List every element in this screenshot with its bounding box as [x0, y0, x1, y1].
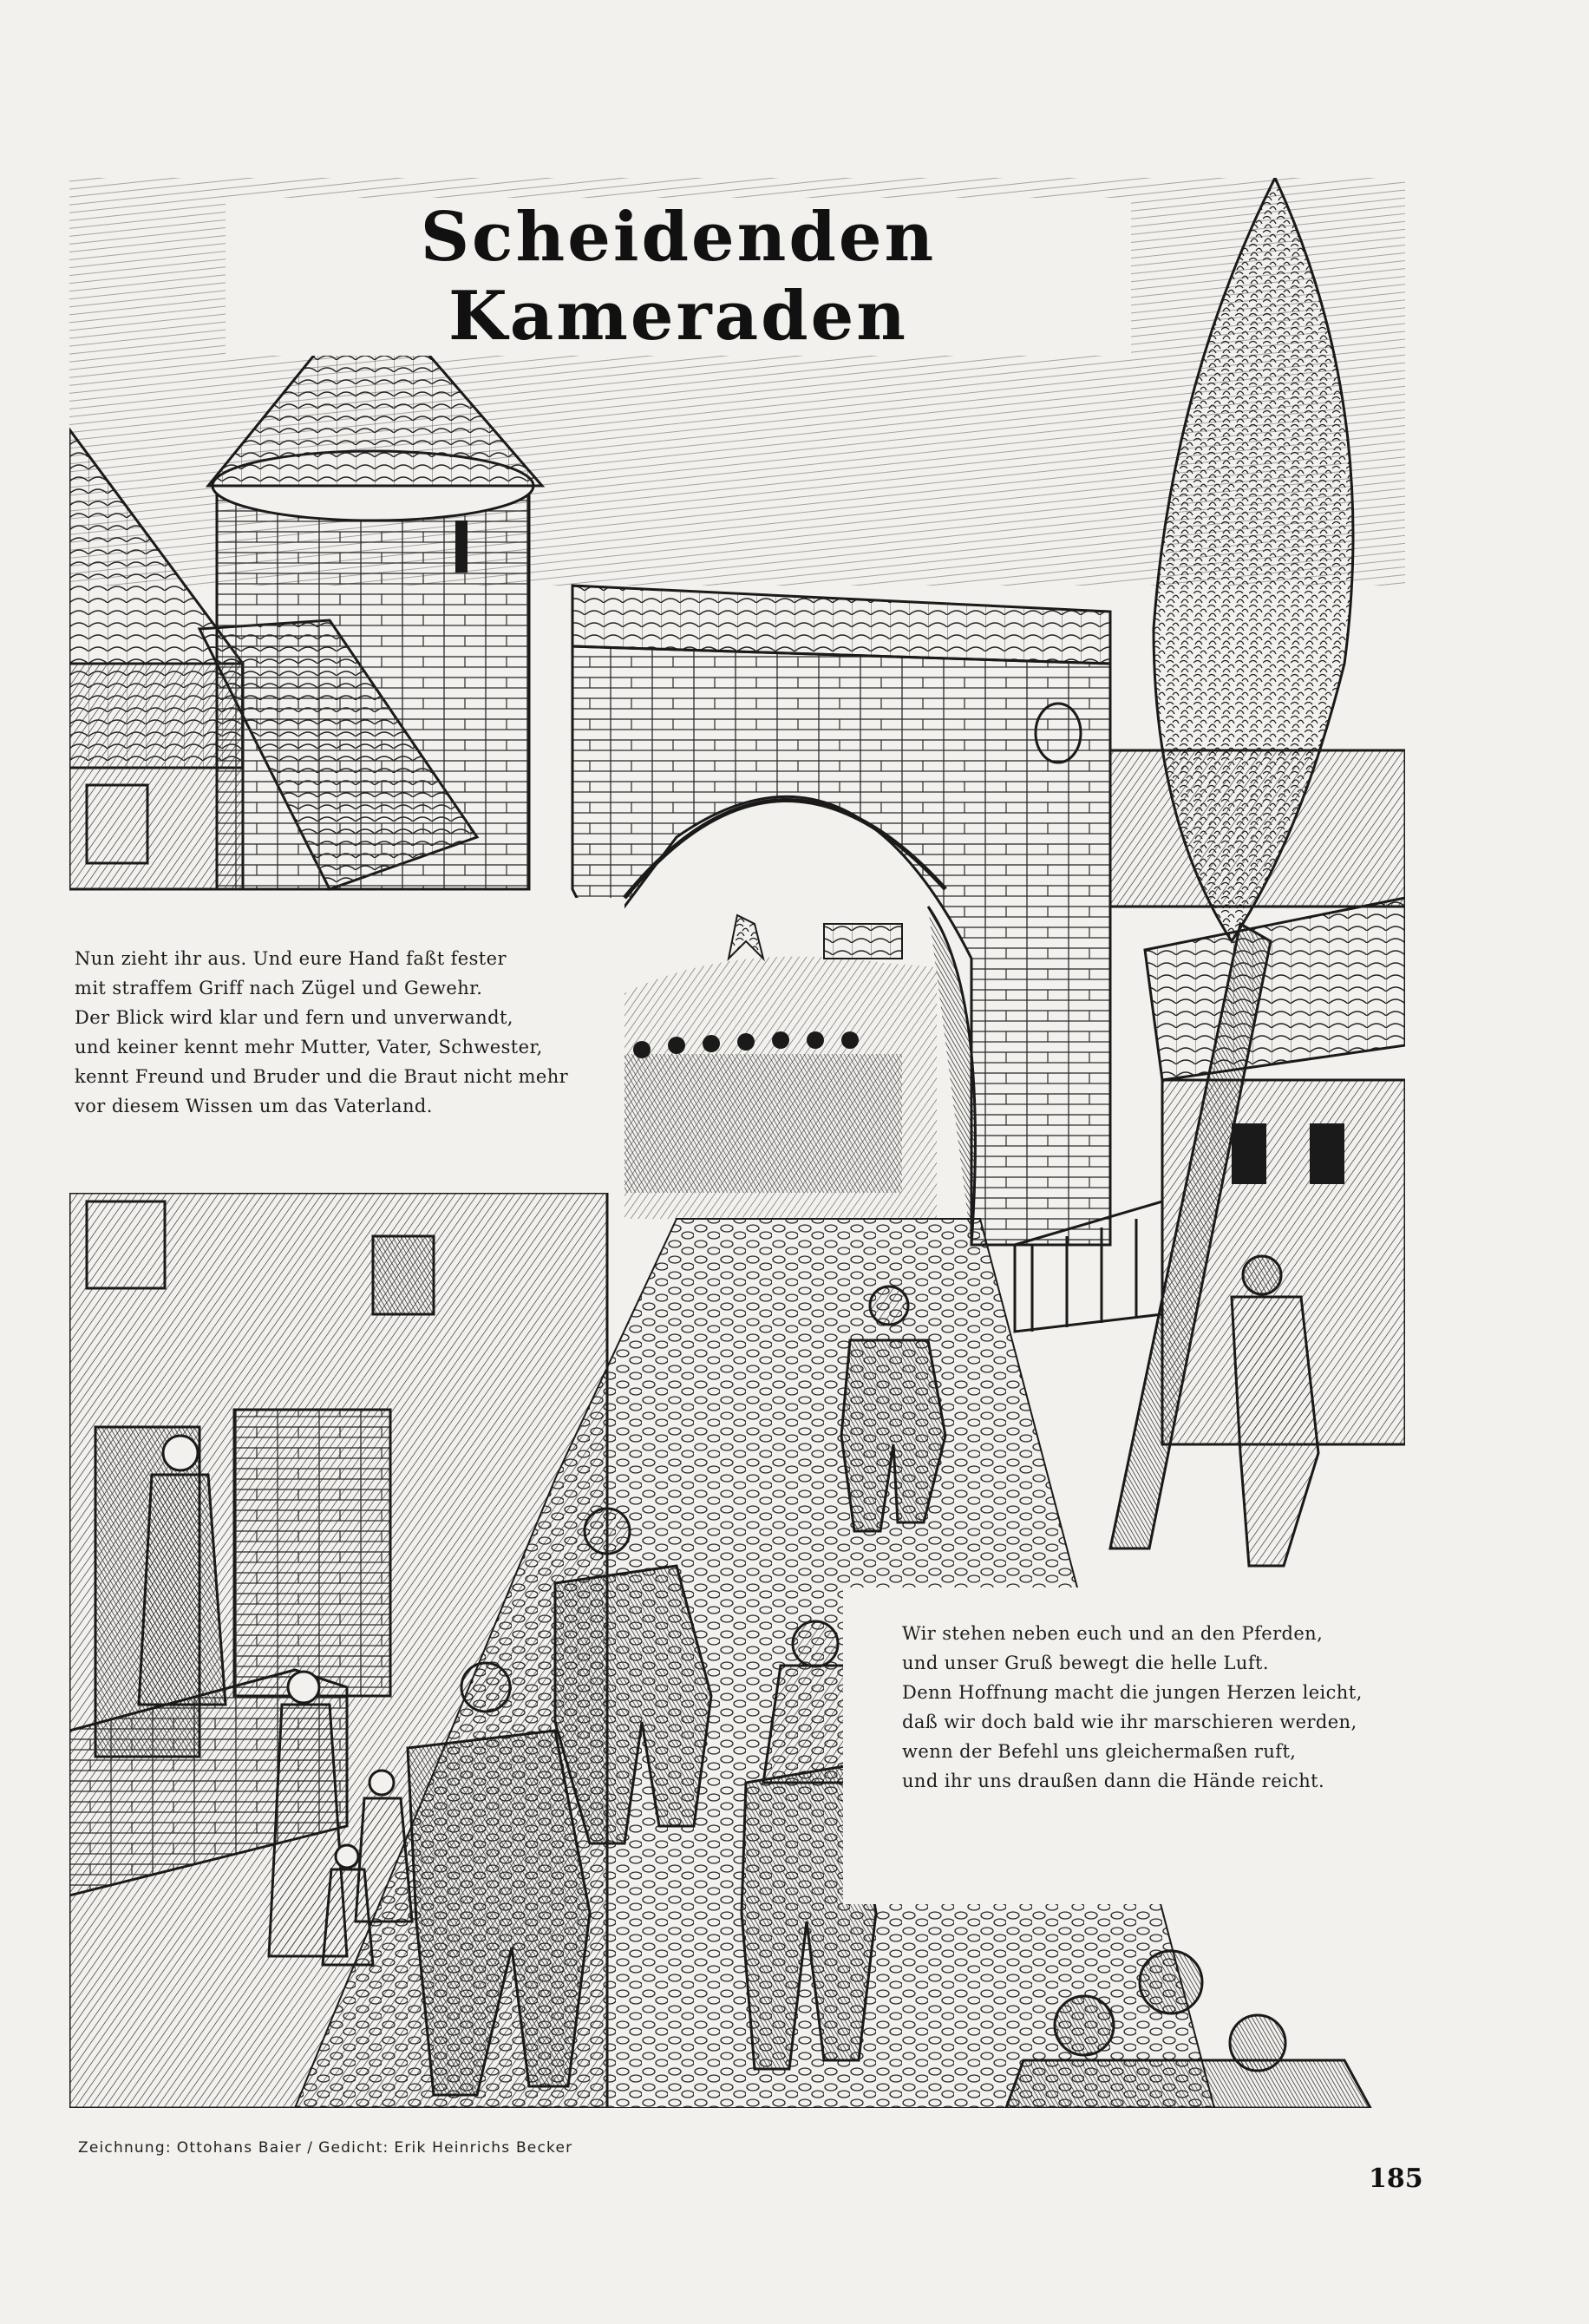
page-title: Scheidenden Kameraden [226, 198, 1131, 356]
page-number: 185 [1369, 2164, 1423, 2194]
poem-line: daß wir doch bald wie ihr marschieren werden, [902, 1712, 1357, 1732]
poem-line: mit straffem Griff nach Zügel und Gewehr. [75, 978, 483, 998]
drawing-label: Zeichnung: [78, 2139, 172, 2157]
poem-line: Denn Hoffnung macht die jungen Herzen leicht, [902, 1682, 1363, 1703]
poem-line: vor diesem Wissen um das Vaterland. [75, 1096, 433, 1116]
poem-line: Nun zieht ihr aus. Und eure Hand faßt fester [75, 948, 507, 969]
credit-separator: / [307, 2139, 314, 2157]
poem-line: kennt Freund und Bruder und die Braut nicht mehr [75, 1066, 569, 1087]
poem-line: und ihr uns draußen dann die Hände reicht. [902, 1771, 1325, 1791]
poem-stanza-1 [75, 944, 595, 1121]
poem-line: Wir stehen neben euch und an den Pferden, [902, 1623, 1324, 1644]
poem-label: Gedicht: [318, 2139, 389, 2157]
marching-soldiers [624, 1031, 902, 1193]
poem-author: Erik Heinrichs Becker [394, 2139, 573, 2157]
drawing-artist: Ottohans Baier [176, 2139, 303, 2157]
poem-line: und unser Gruß bewegt die helle Luft. [902, 1653, 1269, 1673]
poem-line: und keiner kennt mehr Mutter, Vater, Schwester, [75, 1037, 543, 1057]
poem-stanza-2 [902, 1619, 1370, 1796]
poem-line: wenn der Befehl uns gleichermaßen ruft, [902, 1741, 1297, 1762]
poem-line: Der Blick wird klar und fern und unverwandt, [75, 1007, 513, 1028]
credit-line [78, 2139, 578, 2157]
pen-ink-illustration [69, 178, 1405, 2108]
